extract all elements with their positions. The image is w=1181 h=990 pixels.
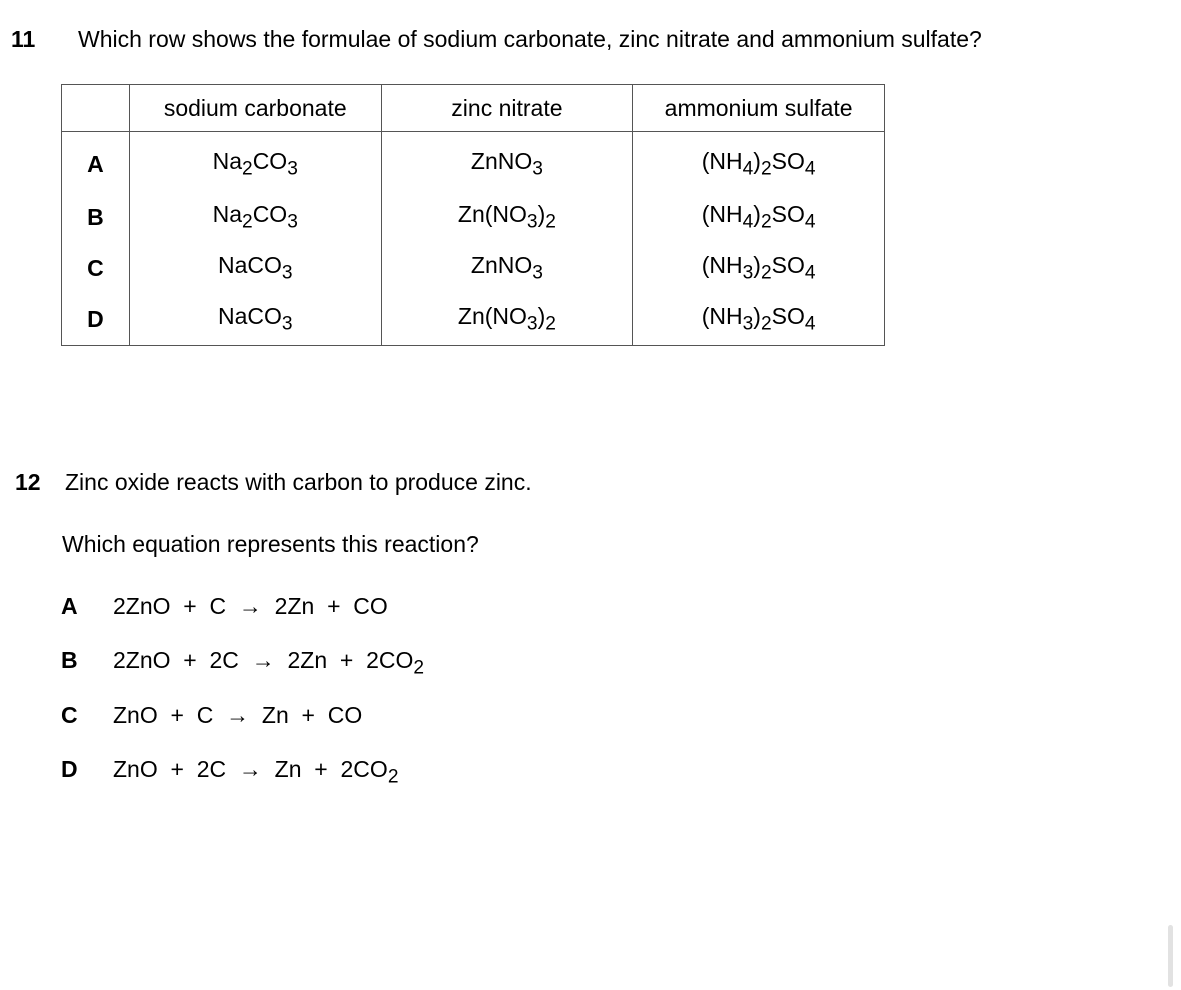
option-letter: A bbox=[61, 593, 78, 619]
question-11-number: 11 bbox=[11, 26, 36, 52]
zinc-nitrate-cell: $Zn(NO_3)_2$ bbox=[381, 192, 633, 243]
ammonium-sulfate-cell: $(NH_3)_2SO_4$ bbox=[633, 243, 885, 294]
row-label: C bbox=[62, 243, 130, 294]
table-row[interactable] bbox=[62, 132, 885, 193]
table-header-ammonium-sulfate: ammonium sulfate bbox=[633, 85, 885, 132]
zinc-nitrate-cell: ZnNO$_3$ bbox=[381, 132, 633, 193]
ammonium-sulfate-cell: $(NH_3)_2SO_4$ bbox=[633, 294, 885, 346]
question-11-table bbox=[61, 84, 885, 346]
option-equation: ZnO + $2C \to Zn + 2CO_2$ bbox=[113, 756, 399, 788]
ammonium-sulfate-cell: $(NH_4)_2SO_4$ bbox=[633, 132, 885, 193]
question-12-statement: Zinc oxide reacts with carbon to produce zinc. bbox=[65, 469, 532, 495]
table-row[interactable] bbox=[62, 294, 885, 346]
zinc-nitrate-cell: ZnNO$_3$ bbox=[381, 243, 633, 294]
question-11-text: Which row shows the formulae of sodium carbonate, zinc nitrate and ammonium sulfate? bbox=[78, 26, 982, 52]
question-12-number: 12 bbox=[15, 469, 41, 495]
sodium-carbonate-cell: NaCO$_3$ bbox=[129, 294, 381, 346]
ammonium-sulfate-cell: $(NH_4)_2SO_4$ bbox=[633, 192, 885, 243]
scrollbar-thumb[interactable] bbox=[1168, 925, 1173, 987]
answer-option-c[interactable] bbox=[61, 702, 362, 729]
answer-option-b[interactable] bbox=[61, 647, 424, 680]
row-label: A bbox=[62, 132, 130, 193]
table-header-row bbox=[62, 85, 885, 132]
table-header-zinc-nitrate: zinc nitrate bbox=[381, 85, 633, 132]
option-letter: B bbox=[61, 647, 78, 673]
answer-option-d[interactable] bbox=[61, 756, 398, 789]
question-12-text: Which equation represents this reaction? bbox=[62, 531, 479, 557]
zinc-nitrate-cell: $Zn(NO_3)_2$ bbox=[381, 294, 633, 346]
option-letter: D bbox=[61, 756, 78, 782]
answer-option-a[interactable] bbox=[61, 593, 388, 620]
table-row[interactable] bbox=[62, 192, 885, 243]
sodium-carbonate-cell: $Na_2CO_3$ bbox=[129, 192, 381, 243]
option-equation: ZnO + C → Zn + CO bbox=[113, 702, 363, 728]
table-row[interactable] bbox=[62, 243, 885, 294]
sodium-carbonate-cell: $Na_2CO_3$ bbox=[129, 132, 381, 193]
option-equation: $2ZnO + 2C \to 2Zn + 2CO_2$ bbox=[113, 647, 425, 679]
row-label: D bbox=[62, 294, 130, 346]
option-equation: 2ZnO + C → 2Zn + CO bbox=[113, 593, 388, 619]
table-header-sodium-carbonate: sodium carbonate bbox=[129, 85, 381, 132]
table-header-empty bbox=[62, 85, 130, 132]
row-label: B bbox=[62, 192, 130, 243]
sodium-carbonate-cell: NaCO$_3$ bbox=[129, 243, 381, 294]
option-letter: C bbox=[61, 702, 78, 728]
